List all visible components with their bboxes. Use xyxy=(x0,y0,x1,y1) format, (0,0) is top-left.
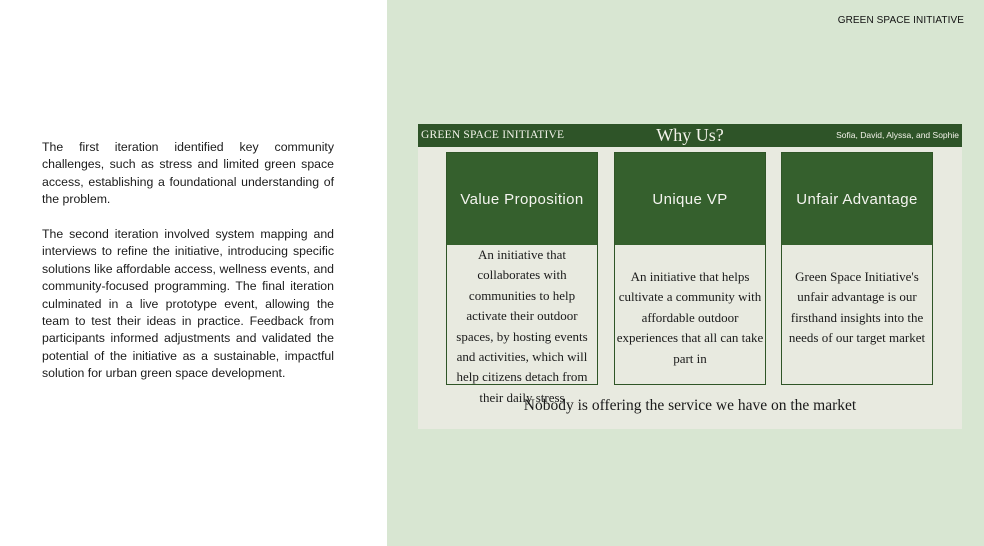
card-heading: Value Proposition xyxy=(447,153,597,245)
page-brand: GREEN SPACE INITIATIVE xyxy=(837,15,964,26)
paragraph-first-iteration: The first iteration identified key community challenges, such as stress and limited green space access, establishing a foundational understanding of the problem. xyxy=(42,140,334,207)
slide-authors: Sofia, David, Alyssa, and Sophie xyxy=(836,130,959,140)
card-unfair-advantage xyxy=(781,152,933,385)
slide-brand: GREEN SPACE INITIATIVE xyxy=(421,129,565,141)
card-heading: Unfair Advantage xyxy=(782,153,932,245)
card-body: Green Space Initiative's unfair advantage is our firsthand insights into the needs of our target market xyxy=(788,269,926,346)
slide-image xyxy=(418,124,962,429)
card-unique-vp xyxy=(614,152,766,385)
card-body: An initiative that helps cultivate a community with affordable outdoor experiences that all can take part in xyxy=(616,269,764,366)
slide-footer: Nobody is offering the service we have on the market xyxy=(523,397,857,414)
paragraph-second-iteration: The second iteration involved system mapping and interviews to refine the initiative, introducing specific solutions like affordable access, wellness events, and community-focused programming. The final iteration culminated in a live prototype event, allowing the team to test their ideas in practice. Feedback from participants informed adjustments and validated the potential of the initiative as a sustainable, impactful solution for urban green space development. xyxy=(42,227,334,381)
text-panel xyxy=(0,0,387,546)
slide-header xyxy=(418,124,962,147)
slide-title: Why Us? xyxy=(656,125,724,145)
card-heading: Unique VP xyxy=(615,153,765,245)
card-body: An initiative that collaborates with communities to help activate their outdoor spaces, by hosting events and activities, which will help citizens detach from their daily stress xyxy=(456,247,588,405)
card-value-proposition xyxy=(446,152,598,405)
